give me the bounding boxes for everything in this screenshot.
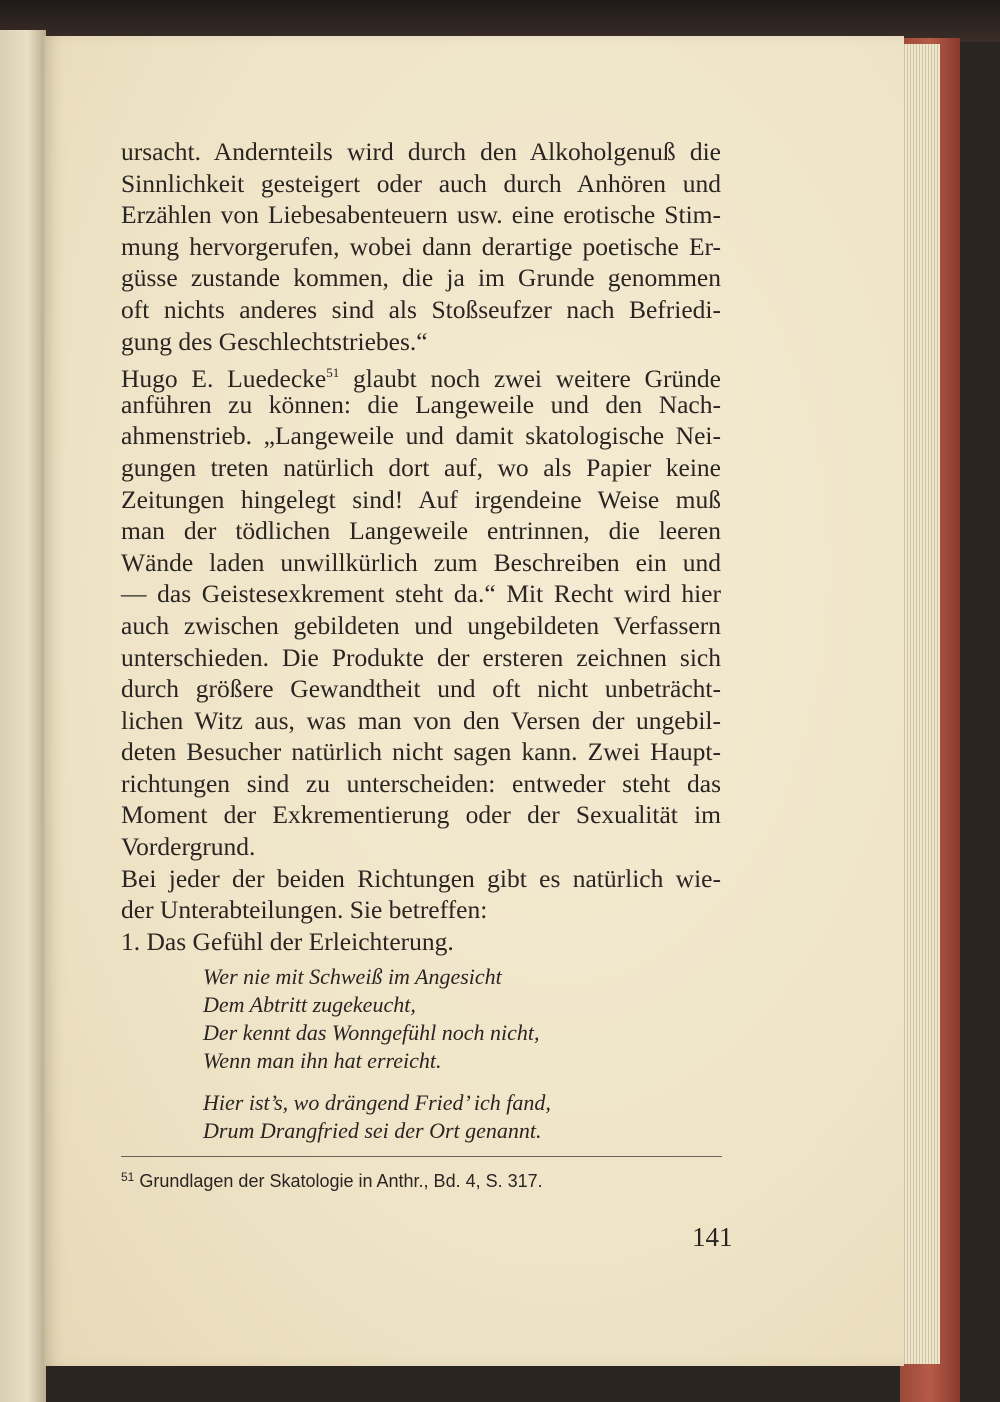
- text-line: — das Geistesexkrement steht da.“ Mit Recht wird hier: [121, 579, 721, 609]
- page-number: 141: [692, 1222, 733, 1252]
- list-item: 1. Das Gefühl der Erleichterung.: [121, 926, 454, 956]
- text-line: gung des Geschlechtstriebes.“: [121, 326, 428, 356]
- text-line: Erzählen von Liebesabenteuern usw. eine erotische Stim-: [121, 200, 721, 230]
- text-line: Zeitungen hingelegt sind! Auf irgendeine Weise muß: [121, 484, 721, 514]
- text-line: man der tödlichen Langeweile entrinnen, die leeren: [121, 516, 721, 546]
- text-line-with-footnote-ref: [121, 357, 722, 394]
- poem-line: Der kennt das Wonngefühl noch nicht,: [203, 1020, 540, 1046]
- text-line: mung hervorgerufen, wobei dann derartige poetische Er-: [121, 231, 721, 261]
- poem: [121, 963, 721, 1145]
- footnote-divider: [121, 1156, 722, 1157]
- footnote: [121, 1164, 721, 1194]
- text-line: ahmenstrieb. „Langeweile und damit skatologische Nei-: [121, 421, 721, 451]
- text-line: oft nichts anderes sind als Stoßseufzer nach Befriedi-: [121, 294, 721, 324]
- footnote-ref: 51: [326, 365, 340, 381]
- text-line: ursacht. Andernteils wird durch den Alkoholgenuß die: [121, 137, 721, 166]
- poem-line: Dem Abtritt zugekeucht,: [203, 992, 416, 1018]
- footnote-text: Grundlagen der Skatologie in Anthr., Bd. 4, S. 317.: [134, 1171, 543, 1191]
- paragraph-3: [121, 863, 721, 958]
- text-line: Bei jeder der beiden Richtungen gibt es natürlich wie-: [121, 863, 721, 893]
- text-line: güsse zustande kommen, die ja im Grunde genommen: [121, 263, 721, 293]
- paragraph-1: [121, 136, 721, 357]
- main-text: [121, 136, 721, 1145]
- text-line: durch größere Gewandtheit und oft nicht unbeträcht-: [121, 674, 721, 704]
- text-segment: Hugo E. Luedecke: [121, 364, 327, 394]
- text-line: auch zwischen gebildeten und ungebildeten Verfassern: [121, 610, 721, 640]
- text-line: gungen treten natürlich dort auf, wo als Papier keine: [121, 452, 721, 482]
- text-line: richtungen sind zu unterscheiden: entweder steht das: [121, 768, 721, 798]
- footnote-number: 51: [121, 1170, 135, 1184]
- text-line: der Unterabteilungen. Sie betreffen:: [121, 895, 488, 925]
- stanza-gap: [203, 1075, 721, 1089]
- poem-line: Wer nie mit Schweiß im Angesicht: [203, 964, 502, 990]
- text-line: Sinnlichkeit gesteigert oder auch durch Anhören und: [121, 168, 721, 198]
- poem-line: Drum Drangfried sei der Ort genannt.: [203, 1118, 542, 1144]
- poem-line: Wenn man ihn hat erreicht.: [203, 1048, 442, 1074]
- poem-line: Hier ist’s, wo drängend Fried’ ich fand,: [203, 1090, 551, 1116]
- text-line: Vordergrund.: [121, 832, 256, 862]
- left-page-edge: [0, 30, 46, 1402]
- text-line: lichen Witz aus, was man von den Versen der ungebil-: [121, 705, 721, 735]
- text-segment: glaubt noch zwei weitere Gründe: [339, 364, 722, 394]
- text-line: anführen zu können: die Langeweile und den Nach-: [121, 389, 721, 419]
- paragraph-2: [121, 357, 721, 863]
- text-line: Moment der Exkrementierung oder der Sexualität im: [121, 800, 721, 830]
- text-line: unterschieden. Die Produkte der ersteren zeichnen sich: [121, 642, 721, 672]
- text-line: deten Besucher natürlich nicht sagen kann. Zwei Haupt-: [121, 737, 721, 767]
- text-line: Wände laden unwillkürlich zum Beschreiben ein und: [121, 547, 721, 577]
